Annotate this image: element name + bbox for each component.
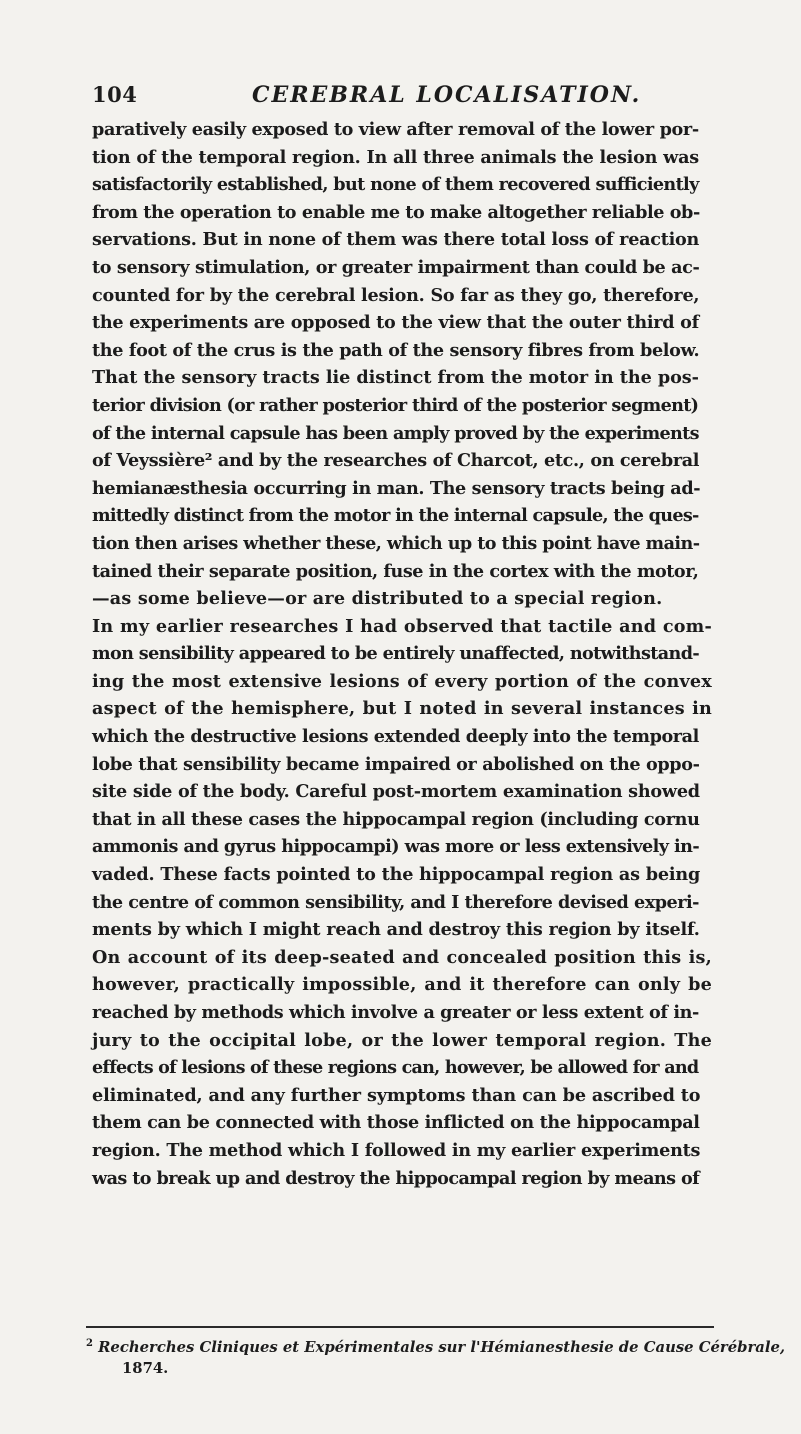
running-title: CEREBRAL LOCALISATION. (252, 82, 642, 108)
text-line: tion then arises whether these, which up to this point have main- (92, 532, 700, 554)
text-line: aspect of the hemisphere, but I noted in several instances in (92, 698, 712, 720)
text-line: of the internal capsule has been amply proved by the experiments (92, 422, 699, 444)
text-line: them can be connected with those inflicted on the hippocampal (92, 1112, 700, 1134)
text-line: terior division (or rather posterior third of the posterior segment) (92, 394, 699, 416)
footnote-rule (86, 1326, 714, 1328)
text-line: the centre of common sensibility, and I therefore devised experi- (92, 891, 699, 913)
footnote-citation: Recherches Cliniques et Expérimentales sur l'Hémianesthesie de Cause Cérébrale, (98, 1339, 786, 1356)
text-line: vaded. These facts pointed to the hippocampal region as being (92, 864, 701, 886)
text-line: That the sensory tracts lie distinct from the motor in the pos- (92, 367, 699, 389)
footnote-marker: 2 (86, 1338, 93, 1350)
text-line: tion of the temporal region. In all three animals the lesion was (92, 146, 699, 168)
body-text (92, 116, 712, 1192)
footnote (86, 1337, 786, 1379)
text-line: lobe that sensibility became impaired or abolished on the oppo- (92, 753, 700, 775)
text-line: site side of the body. Careful post-mortem examination showed (92, 781, 700, 803)
text-line: servations. But in none of them was there total loss of reaction (92, 229, 700, 251)
text-line: of Veyssière² and by the researches of Charcot, etc., on cerebral (92, 450, 700, 472)
text-line: —as some believe—or are distributed to a special region. (92, 588, 663, 610)
text-line: ing the most extensive lesions of every portion of the convex (92, 670, 712, 692)
text-line: which the destructive lesions extended deeply into the temporal (92, 726, 699, 748)
text-line: that in all these cases the hippocampal region (including cornu (92, 808, 700, 830)
text-line: In my earlier researches I had observed that tactile and com- (92, 615, 712, 637)
text-line: jury to the occipital lobe, or the lower temporal region. The (92, 1029, 712, 1051)
text-line: to sensory stimulation, or greater impairment than could be ac- (92, 256, 700, 278)
text-line: mittedly distinct from the motor in the internal capsule, the ques- (92, 505, 699, 527)
text-line: hemianæsthesia occurring in man. The sensory tracts being ad- (92, 477, 701, 499)
text-line: reached by methods which involve a greater or less extent of in- (92, 1002, 699, 1023)
text-line: the experiments are opposed to the view that the outer third of (92, 312, 699, 334)
text-line: tained their separate position, fuse in the cortex with the motor, (92, 560, 699, 582)
text-line: ments by which I might reach and destroy this region by itself. (92, 919, 700, 941)
text-line: ammonis and gyrus hippocampi) was more or less extensively in- (92, 836, 700, 858)
text-line: the foot of the crus is the path of the sensory fibres from below. (92, 339, 700, 361)
footnote-year: 1874. (122, 1360, 169, 1377)
text-line: satisfactorily established, but none of them recovered sufficiently (92, 174, 699, 196)
text-line: from the operation to enable me to make altogether reliable ob- (92, 201, 700, 223)
text-line: eliminated, and any further symptoms than can be ascribed to (92, 1084, 701, 1106)
text-line: paratively easily exposed to view after removal of the lower por- (92, 119, 699, 140)
text-line: however, practically impossible, and it therefore can only be (92, 974, 712, 996)
text-line: mon sensibility appeared to be entirely unaffected, notwithstand- (92, 643, 700, 665)
page-number: 104 (92, 82, 138, 107)
text-line: On account of its deep-seated and concealed position this is, (92, 946, 712, 968)
text-line: region. The method which I followed in my earlier experiments (92, 1139, 701, 1161)
page-header (92, 82, 712, 118)
text-line: counted for by the cerebral lesion. So far as they go, therefore, (92, 284, 700, 306)
text-line: was to break up and destroy the hippocampal region by means of (92, 1167, 700, 1189)
text-line: effects of lesions of these regions can, however, be allowed for and (92, 1057, 699, 1079)
